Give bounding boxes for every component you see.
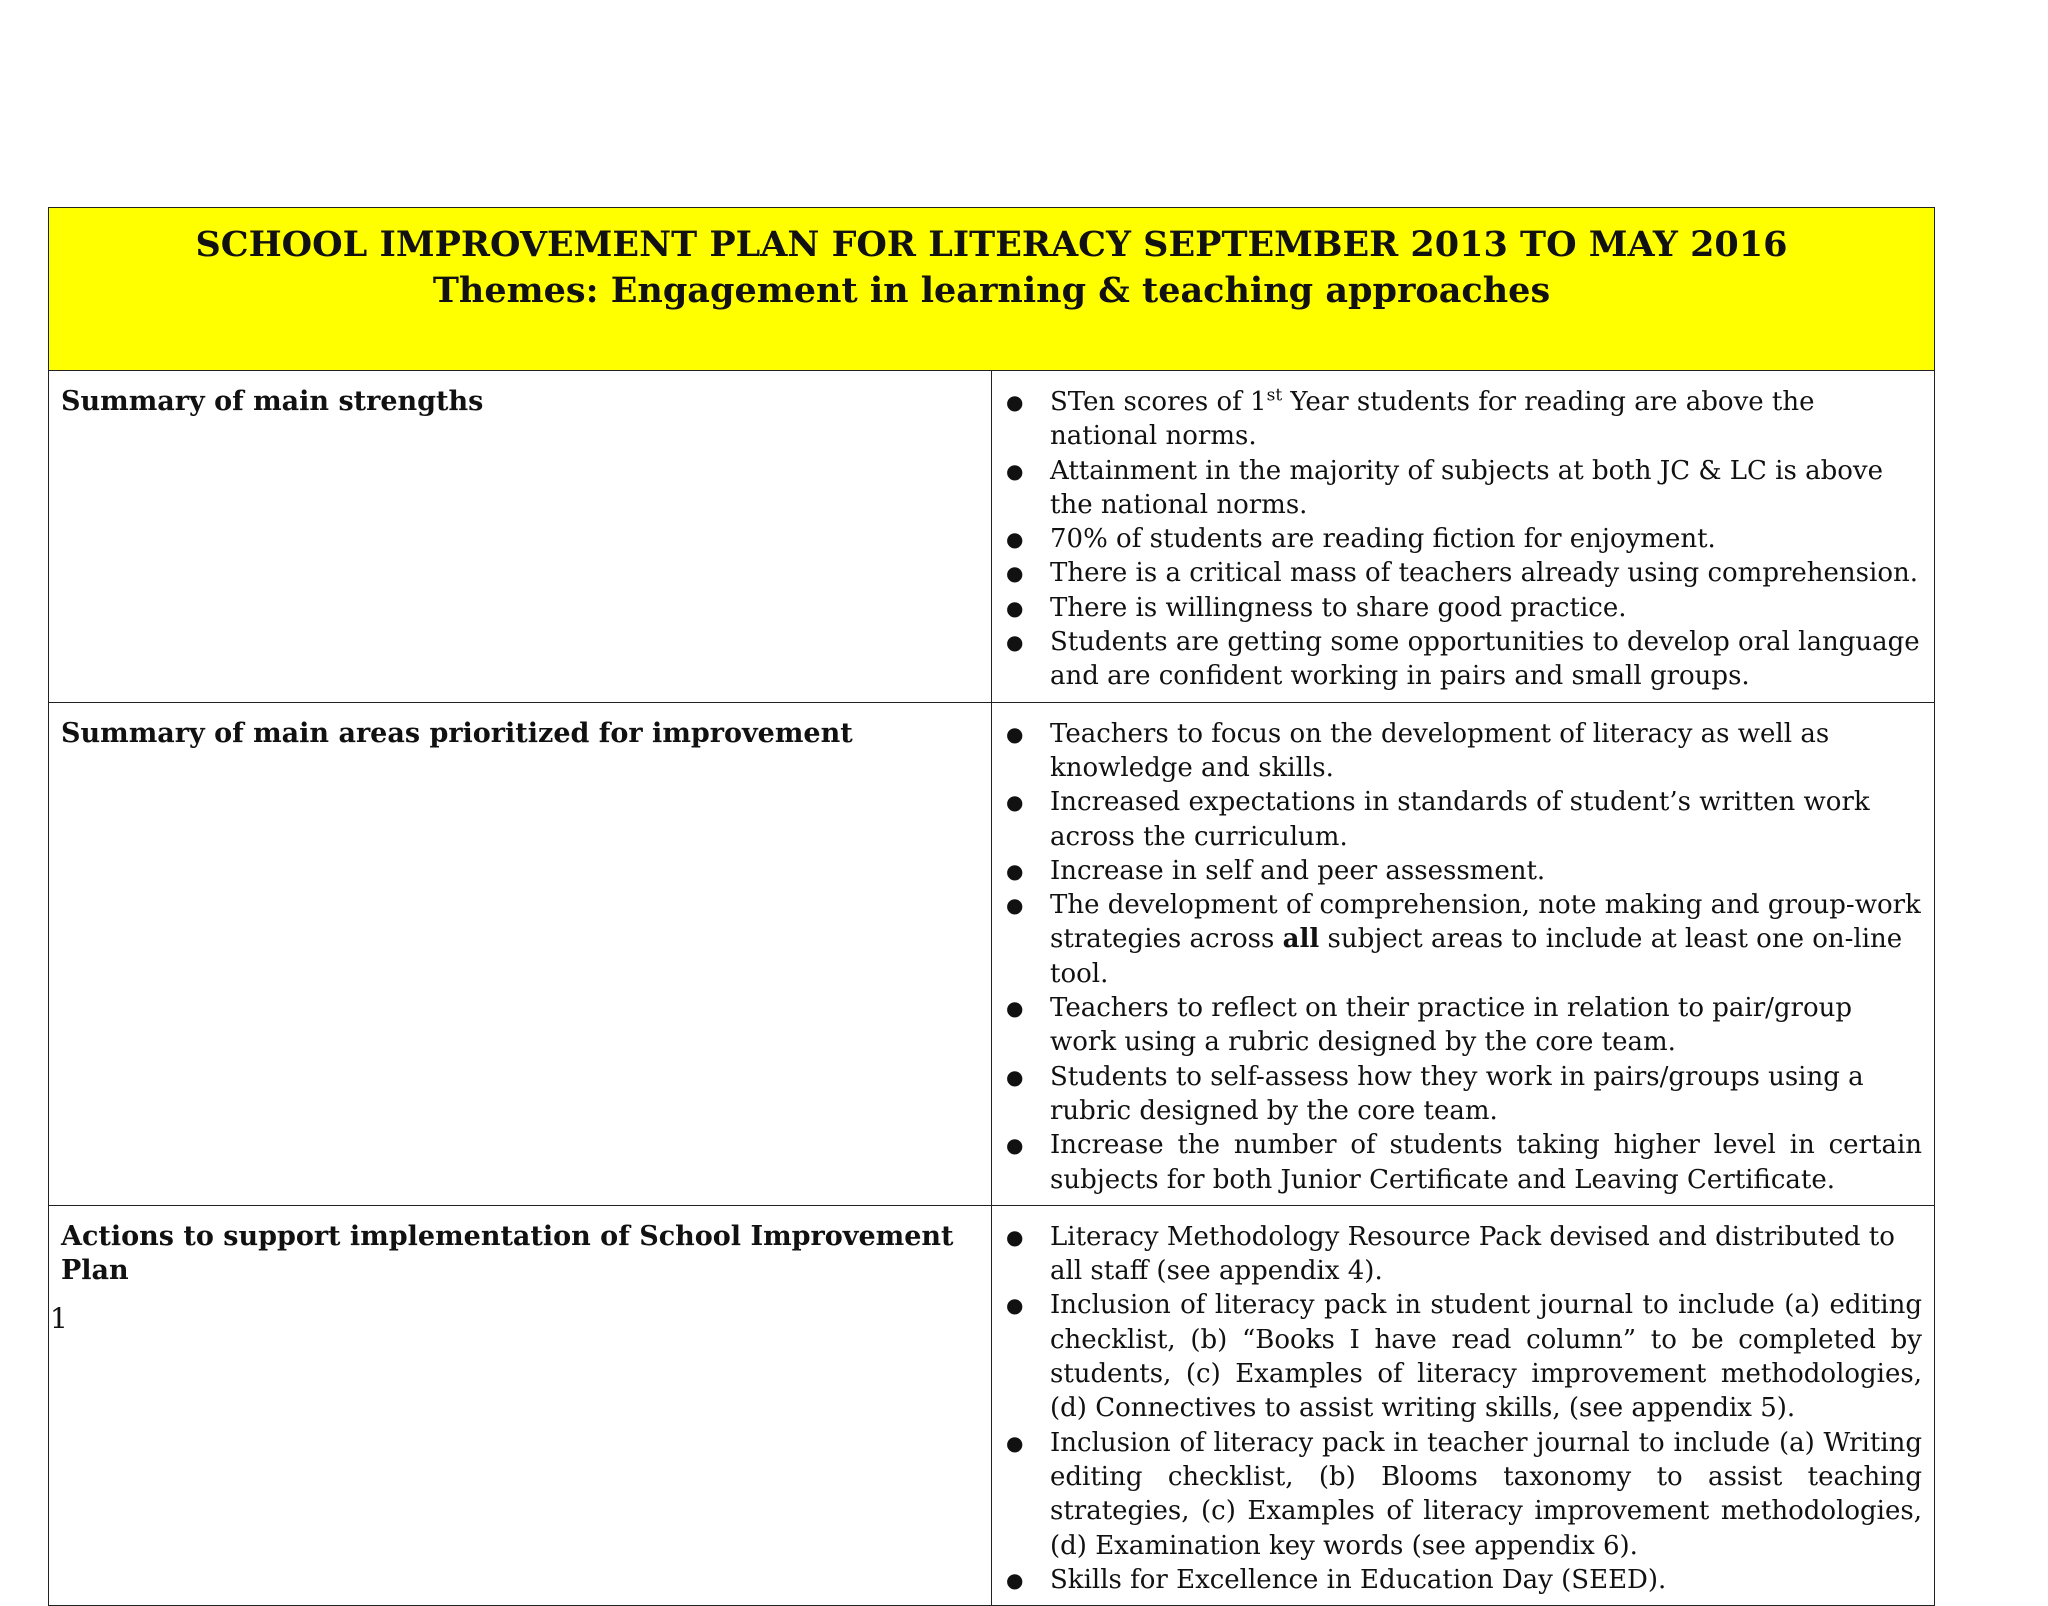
list-item: ● Teachers to reflect on their practice in relation to pair/group work using a rubric designed by the core team. [1006, 991, 1922, 1060]
strengths-row [49, 371, 1935, 703]
list-item: ● STen scores of 1st Year students for reading are above the national norms. [1006, 385, 1922, 454]
list-item: ● Increased expectations in standards of student’s written work across the curriculum. [1006, 785, 1922, 854]
strengths-label: Summary of main strengths [49, 371, 992, 703]
list-item: ● Inclusion of literacy pack in student journal to include (a) editing checklist, (b) “Books I have read column” to be completed by students, (c) Examples of literacy improvement methodologies, (d) Connectives to assist writing skills, (see appendix 5). [1006, 1288, 1922, 1425]
list-item: ● Inclusion of literacy pack in teacher journal to include (a) Writing editing checklist, (b) Blooms taxonomy to assist teaching strategies, (c) Examples of literacy improvement methodologies, (d) Examination key words (see appendix 6). [1006, 1426, 1922, 1563]
header-row [49, 208, 1935, 371]
list-item: ● Skills for Excellence in Education Day (SEED). [1006, 1563, 1922, 1597]
plan-title: SCHOOL IMPROVEMENT PLAN FOR LITERACY SEPTEMBER 2013 TO MAY 2016 [195, 224, 1788, 265]
improvement-content [992, 702, 1935, 1205]
list-item: ● 70% of students are reading fiction for enjoyment. [1006, 522, 1922, 556]
actions-row [49, 1205, 1935, 1605]
improvement-row [49, 702, 1935, 1205]
list-item: ● Attainment in the majority of subjects at both JC & LC is above the national norms. [1006, 454, 1922, 523]
page-number: 1 [50, 1302, 68, 1335]
list-item: ● Increase in self and peer assessment. [1006, 854, 1922, 888]
plan-themes: Themes: Engagement in learning & teaching approaches [432, 270, 1551, 311]
list-item: ● Increase the number of students taking higher level in certain subjects for both Junior Certificate and Leaving Certificate. [1006, 1128, 1922, 1197]
strengths-content [992, 371, 1935, 703]
list-item: ● The development of comprehension, note making and group-work strategies across all subject areas to include at least one on-line tool. [1006, 888, 1922, 991]
improvement-label: Summary of main areas prioritized for improvement [49, 702, 992, 1205]
strengths-list [1006, 385, 1922, 694]
list-item: ● Students to self-assess how they work in pairs/groups using a rubric designed by the core team. [1006, 1060, 1922, 1129]
improvement-plan-table [48, 207, 1935, 1606]
list-item: ● There is willingness to share good practice. [1006, 591, 1922, 625]
list-item: ● Literacy Methodology Resource Pack devised and distributed to all staff (see appendix 4). [1006, 1220, 1922, 1289]
actions-list [1006, 1220, 1922, 1597]
actions-content [992, 1205, 1935, 1605]
improvement-list [1006, 717, 1922, 1197]
actions-label: Actions to support implementation of School Improvement Plan [49, 1205, 992, 1605]
plan-header [49, 208, 1935, 371]
list-item: ● Students are getting some opportunities to develop oral language and are confident working in pairs and small groups. [1006, 625, 1922, 694]
list-item: ● Teachers to focus on the development of literacy as well as knowledge and skills. [1006, 717, 1922, 786]
list-item: ● There is a critical mass of teachers already using comprehension. [1006, 556, 1922, 590]
